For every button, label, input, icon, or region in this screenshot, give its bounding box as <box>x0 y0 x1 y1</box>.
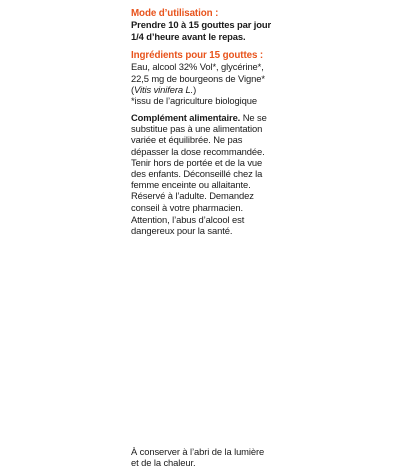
alcohol-warning-line: Attention, l’abus d’alcool est <box>131 214 245 225</box>
supplement-line: substitue pas à une alimentation <box>131 123 263 135</box>
supplement-line: Réservé à l’adulte. Demandez <box>131 190 254 202</box>
storage-line: À conserver à l’abri de la lumière <box>131 446 265 457</box>
supplement-line: des enfants. Déconseillé chez la <box>131 168 263 180</box>
usage-line: 1/4 d’heure avant le repas. <box>131 30 246 42</box>
ingredients-latin-line <box>131 84 271 95</box>
paren-open: ( <box>131 83 135 95</box>
usage-heading: Mode d’utilisation : <box>131 8 219 19</box>
supplement-first-line <box>131 112 271 123</box>
usage-section <box>131 8 271 42</box>
storage-section <box>131 446 271 468</box>
supplement-line: femme enceinte ou allaitante. <box>131 179 251 191</box>
ingredients-heading: Ingrédients pour 15 gouttes : <box>131 50 264 61</box>
supplement-section <box>131 112 271 213</box>
supplement-lead-rest: Ne se <box>240 112 267 123</box>
paren-close: ) <box>193 83 197 95</box>
organic-footnote: *issu de l’agriculture biologique <box>131 95 257 107</box>
ingredients-section <box>131 50 271 106</box>
alcohol-warning-section <box>131 214 271 236</box>
storage-line: et de la chaleur. <box>131 457 196 469</box>
supplement-line: conseil à votre pharmacien. <box>131 201 243 213</box>
usage-line: Prendre 10 à 15 gouttes par jour <box>131 19 272 31</box>
supplement-line: variée et équilibrée. Ne pas <box>131 134 243 146</box>
ingredients-line: Eau, alcool 32% Vol*, glycérine*, <box>131 61 264 73</box>
alcohol-warning-line: dangereux pour la santé. <box>131 225 233 237</box>
supplement-line: dépasser la dose recommandée. <box>131 145 265 157</box>
supplement-line: Tenir hors de portée et de la vue <box>131 156 263 168</box>
ingredients-line: 22,5 mg de bourgeons de Vigne* <box>131 72 265 84</box>
latin-name: Vitis vinifera L. <box>134 83 194 95</box>
supplement-lead: Complément alimentaire. <box>131 112 241 123</box>
